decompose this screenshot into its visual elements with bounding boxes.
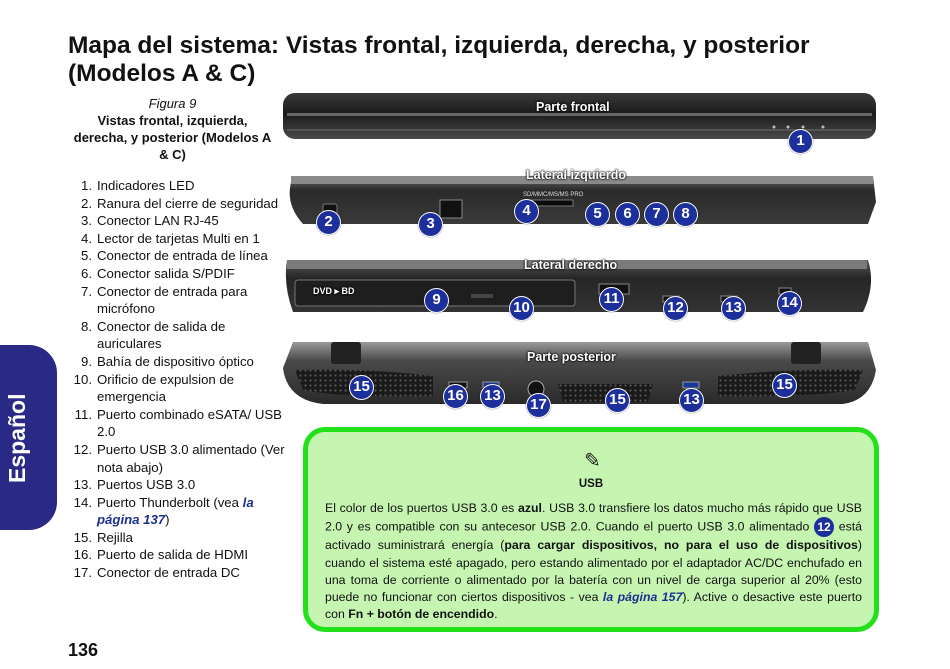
legend-item: 15. Rejilla bbox=[73, 529, 133, 545]
rear-view bbox=[283, 338, 876, 418]
page-137-link[interactable]: la página 137 bbox=[97, 494, 254, 528]
legend-item: 7. Conector de entrada para micrófono bbox=[81, 283, 248, 317]
legend-item: 14. Puerto Thunderbolt (vea la página 137) bbox=[73, 494, 254, 528]
language-label: Español bbox=[4, 393, 30, 483]
bluray-logo: DVD ▸ BD bbox=[313, 286, 355, 296]
legend-item: 5. Conector de entrada de línea bbox=[81, 248, 268, 264]
callout-badge: 15 bbox=[772, 373, 797, 398]
figure-title: Vistas frontal, izquierda, derecha, y posterior (Modelos A & C) bbox=[73, 113, 272, 162]
callout-badge: 13 bbox=[480, 384, 505, 409]
callout-badge: 14 bbox=[777, 291, 802, 316]
pen-icon: ✎ bbox=[584, 450, 601, 472]
legend-item: 11. Puerto combinado eSATA/ USB 2.0 bbox=[74, 406, 282, 440]
figure-number: Figura 9 bbox=[148, 96, 197, 111]
callout-badge-inline: 12 bbox=[814, 517, 834, 537]
legend-item: 4. Lector de tarjetas Multi en 1 bbox=[81, 230, 260, 246]
legend-item: 16. Puerto de salida de HDMI bbox=[73, 547, 248, 563]
callout-badge: 9 bbox=[424, 288, 449, 313]
figure-caption bbox=[70, 95, 275, 163]
callout-badge: 16 bbox=[443, 384, 468, 409]
legend-item: 12. Puerto USB 3.0 alimentado (Ver nota abajo) bbox=[73, 441, 285, 475]
callout-badge: 13 bbox=[679, 388, 704, 413]
front-view-label: Parte frontal bbox=[536, 100, 610, 114]
right-view-label: Lateral derecho bbox=[524, 258, 618, 272]
callout-badge: 4 bbox=[514, 199, 539, 224]
left-view-label: Lateral izquierdo bbox=[526, 168, 627, 182]
page-number: 136 bbox=[68, 640, 99, 660]
legend-item: 2. Ranura del cierre de seguridad bbox=[81, 195, 279, 211]
rear-view-label: Parte posterior bbox=[527, 350, 616, 364]
legend-item: 8. Conector de salida de auriculares bbox=[81, 318, 226, 352]
callout-badge: 1 bbox=[788, 129, 813, 154]
callout-badge: 15 bbox=[349, 375, 374, 400]
legend-item: 17. Conector de entrada DC bbox=[73, 565, 240, 581]
callout-badge: 10 bbox=[509, 296, 534, 321]
callout-badge: 7 bbox=[644, 202, 669, 227]
note-heading: USB bbox=[578, 478, 604, 490]
legend-item: 9. Bahía de dispositivo óptico bbox=[81, 353, 254, 369]
callout-badge: 8 bbox=[673, 202, 698, 227]
legend-item: 10. Orificio de expulsion de emergencia bbox=[73, 371, 235, 405]
legend-item: 13. Puertos USB 3.0 bbox=[73, 477, 196, 493]
callout-badge: 6 bbox=[615, 202, 640, 227]
callout-badge: 2 bbox=[316, 210, 341, 235]
note-body: El color de los puertos USB 3.0 es azul. USB 3.0 transfiere los datos mucho más rápido que USB 2.0 y es compatible con su antecesor USB 2.0. Cuando el puerto USB 3.0 alimentado 12 está activado suministrará energía (para cargar dispositivos, no para el uso de dispositivos) cuando el sistema esté apagado, pero estando alimentado por el adaptador AC/DC enchufado en una toma de corriente o alimentado por la batería con un nivel de carga superior al 20% (esto puede no funcionar con ciertos dispositivos - vea la página 157). Active o desactive este puerto con Fn + botón de encendido. bbox=[325, 501, 862, 622]
legend-item: 6. Conector salida S/PDIF bbox=[81, 265, 235, 281]
callout-badge: 5 bbox=[585, 202, 610, 227]
language-side-tab bbox=[0, 345, 57, 530]
front-view bbox=[283, 93, 876, 155]
page-157-link[interactable]: la página 157 bbox=[602, 590, 683, 605]
callout-badge: 3 bbox=[418, 212, 443, 237]
left-side-view bbox=[283, 162, 876, 237]
callout-badge: 11 bbox=[599, 287, 624, 312]
callout-badge: 15 bbox=[605, 388, 630, 413]
legend-item: 3. Conector LAN RJ-45 bbox=[81, 213, 219, 229]
right-side-view bbox=[283, 250, 876, 325]
component-legend bbox=[70, 177, 285, 582]
callout-badge: 13 bbox=[721, 296, 746, 321]
page-title: Mapa del sistema: Vistas frontal, izquierda, derecha, y posterior (Modelos A & C) bbox=[68, 32, 810, 87]
usb-note-box bbox=[303, 427, 879, 632]
callout-badge: 17 bbox=[526, 393, 551, 418]
card-reader-label: SD/MMC/MS/MS PRO bbox=[523, 192, 584, 198]
legend-item: 1. Indicadores LED bbox=[81, 178, 195, 193]
callout-badge: 12 bbox=[663, 296, 688, 321]
